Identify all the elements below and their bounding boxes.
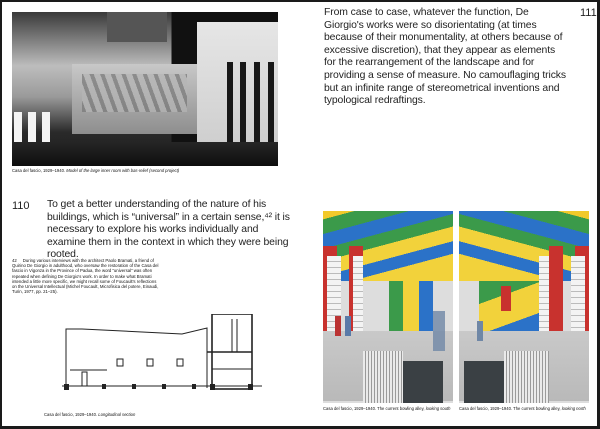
bowling-alley-photo-north [459, 211, 589, 403]
bowling-alley-photo-south [323, 211, 453, 403]
model-photo-caption: Casa del fascio, 1929–1940. Model of the large inner room with bas-relief (second project) [12, 168, 180, 173]
south-photo-caption: Casa del fascio, 1929–1940. The current bowling alley, looking south [323, 406, 451, 411]
north-photo-caption: Casa del fascio, 1929–1940. The current bowling alley, looking north [459, 406, 586, 411]
left-paragraph: To get a better understanding of the nature of his buildings, which is “universal” in a certain sense,⁴² it is necessary to explore his works individually and examine them in the context in which they were being rooted. [47, 199, 290, 261]
longitudinal-section-drawing [62, 314, 262, 404]
page-number-left: 110 [12, 200, 30, 212]
book-spread [2, 2, 597, 426]
right-paragraph: From case to case, whatever the function, De Giorgio's works were so disorientating (at times because of their monumentality, at others because of excessive discretion), that they appear as elements for the rearrangement of the landscape and for providing a sense of measure. No camouflaging tricks but an infinite range of stereometrical inventions and typological redraftings. [324, 7, 566, 107]
section-caption: Casa del fascio, 1929–1940. Longitudinal section [44, 412, 136, 417]
page-number-right: 111 [580, 7, 597, 19]
footnote-42: 42 During various interviews with the architect Paolo Bramati, a friend of Quirino De Giorgio in adulthood, who oversaw the restoration of the Casa del fascio in Vigonza in the Province of Padua, the word “universal” was often repeated when defining De Giorgio's work. In order to make what Bramati intended a little more specific, we might recall some of Foucault's reflections on the Universal Intellectual (Michel Foucault, Microfisica del potere, Einaudi, Turin, 1977, pp. 21–25). [12, 258, 159, 295]
model-interior-photo [12, 12, 278, 166]
